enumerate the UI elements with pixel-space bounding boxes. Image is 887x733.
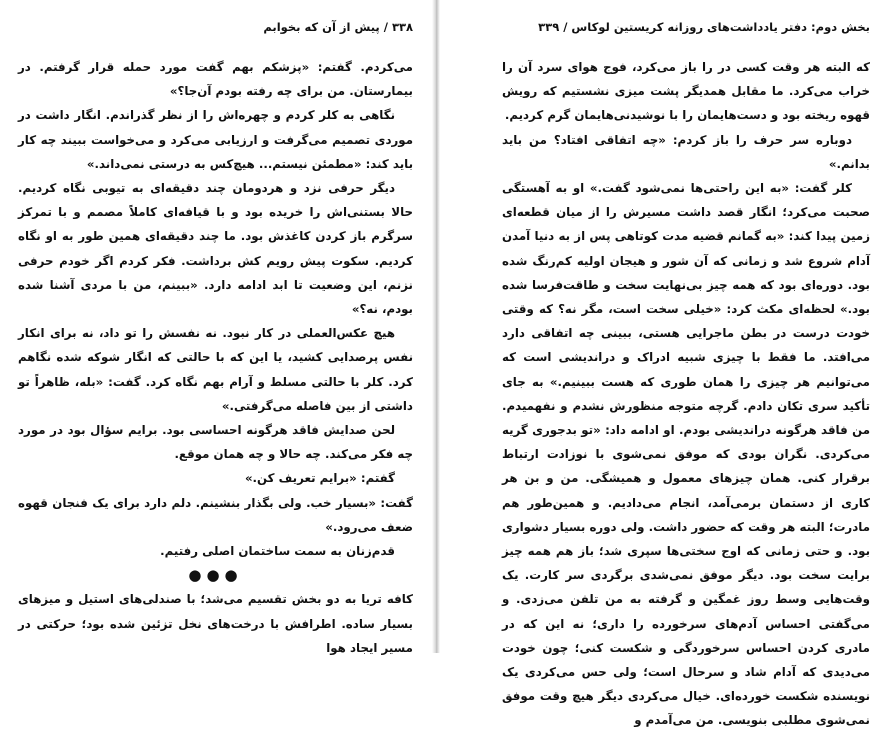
paragraph: می‌کردم. گفتم: «پزشکم بهم گفت مورد حمله قرار گرفتم. در بیمارستان. من برای چه رفته بودم آن‌جا؟»: [18, 60, 413, 99]
running-header: بخش دوم: دفتر یادداشت‌های روزانه کریستین لوکاس / ۳۳۹: [538, 20, 870, 34]
page-body: [18, 55, 413, 660]
paragraph: نگاهی به کلر کردم و چهره‌اش را از نظر گذراندم. انگار داشت در موردی تصمیم می‌گرفت و ارزیابی می‌کرد و می‌خواست ببیند چه کار باید کند: «مطمئن نیستم... هیچ‌کس به درستی نمی‌داند.»: [18, 108, 413, 171]
paragraph: دوباره سر حرف را باز کردم: «چه اتفاقی افتاد؟ من باید بدانم.»: [502, 132, 870, 171]
paragraph: که البته هر وقت کسی در را باز می‌کرد، فوج هوای سرد آن را خراب می‌کرد. ما مقابل همدیگر پشت میزی نشستیم که رویش قهوه ریخته بود و دست‌هایمان را با نوشیدنی‌هایمان گرم کردیم.: [502, 60, 870, 123]
paragraph: دیگر حرفی نزد و هردومان چند دقیقه‌ای به تیوبی نگاه کردیم. حالا بستنی‌اش را خریده بود و با قیافه‌ای کاملاً مصمم و با تمرکز سرگرم باز کردن کاغذش بود. ما چند دقیقه‌ای همین طور به او نگاه کردیم. سکوت پیش رویم کش برداشت. فکر کردم اگر خودم حرفی نزنم، این وضعیت تا ابد ادامه دارد. «ببینم، من با مردی آشنا شده بودم، نه؟»: [18, 181, 413, 317]
paragraph: کافه تریا به دو بخش تقسیم می‌شد؛ با صندلی‌های استیل و میزهای بسیار ساده. اطرافش با درخت‌های نخل تزئین شده بود؛ حرکتی در مسیر ایجاد هوا: [18, 592, 413, 655]
book-gutter: [432, 0, 440, 653]
scene-break-dots: ●●●: [188, 566, 243, 585]
paragraph: لحن صدایش فاقد هرگونه احساسی بود. برایم سؤال بود در مورد چه فکر می‌کند. چه حالا و چه همان موقع.: [18, 423, 413, 462]
right-page: [502, 0, 870, 728]
left-page: [18, 0, 413, 653]
paragraph: کلر گفت: «به این راحتی‌ها نمی‌شود گفت.» او به آهستگی صحبت می‌کرد؛ انگار قصد داشت مسیرش را از میان قطعه‌ای زمین پیدا کند: «به گمانم قضیه مدت کوتاهی پس از به دنیا آمدن آدام شروع شد و زمانی که آن شور و هیجان اولیه کم‌رنگ شده بود. دوره‌ای بود که همه چیز بی‌نهایت سخت و طاقت‌فرسا شده بود.» لحظه‌ای مکث کرد: «خیلی سخت است، مگر نه؟ که وقتی خودت درست در بطن ماجرایی هستی، ببینی چه اتفاقی دارد می‌افتد. ما فقط با چیزی شبیه ادراک و دراندیشی است که می‌توانیم هر چیزی را همان طوری که هست ببینیم.» به جای تأکید سری تکان دادم. گرچه متوجه منظورش نشدم و نفهمیدم. من فاقد هرگونه دراندیشی بودم. او ادامه داد: «تو بدجوری گریه می‌کردی. نگران بودی که موفق نمی‌شوی با نوزادت ارتباط برقرار کنی. همان چیزهای معمول و همیشگی. من و بن هر کاری از دستمان برمی‌آمد، انجام می‌دادیم. و همین‌طور هم مادرت؛ البته هر وقت که حضور داشت. ولی دوره بسیار دشواری بود. و حتی زمانی که اوج سختی‌ها سپری شد؛ باز هم همه چیز برایت سخت بود. دیگر موفق نمی‌شدی برگردی سر کارت. یک وقت‌هایی وسط روز غمگین و گرفته به من تلفن می‌زدی. و می‌گفتی احساس آدم‌های سرخورده را داری؛ نه این که در مادری کردن احساس سرخوردگی و شکست کنی؛ چون خودت می‌دیدی که آدام شاد و سرحال است؛ ولی حس می‌کردی یک نویسنده شکست خورده‌ای. خیال می‌کردی دیگر هیچ وقت موفق نمی‌شوی مطلبی بنویسی. من می‌آمدم و: [502, 181, 870, 728]
paragraph: گفتم: «برایم تعریف کن.»: [244, 471, 395, 486]
page-body: [502, 55, 870, 733]
paragraph: هیچ عکس‌العملی در کار نبود. نه نفسش را تو داد، نه برای انکار نفس پرصدایی کشید، یا این که با حالتی که انگار شوکه شده نگاهم کرد. کلر با حالتی مسلط و آرام بهم نگاه کرد. گفت: «بله، ظاهراً تو داشتی از بین فاصله می‌گرفتی.»: [18, 326, 413, 413]
paragraph: گفت: «بسیار خب. ولی بگذار بنشینم. دلم دارد برای یک فنجان قهوه ضعف می‌رود.»: [18, 495, 413, 534]
paragraph: قدم‌زنان به سمت ساختمان اصلی رفتیم.: [160, 544, 395, 559]
running-header: ۳۳۸ / پیش از آن که بخوابم: [263, 20, 413, 34]
